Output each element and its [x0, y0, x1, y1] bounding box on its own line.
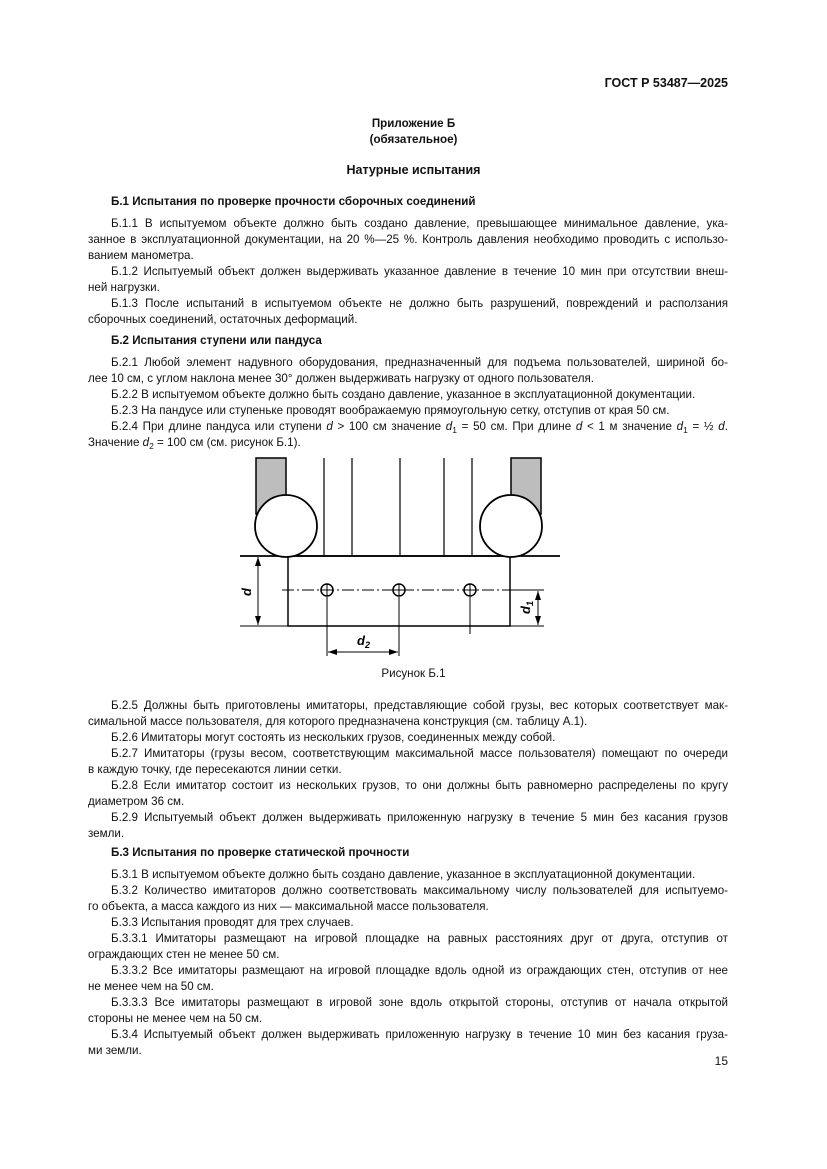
paragraph-line: занное в эксплуатационной документации, на 20 %—25 %. Контроль давления необходимо проводить с использо- — [88, 233, 728, 246]
paragraph-line: Б.3.3 Испытания проводят для трех случаев. — [111, 916, 354, 929]
paragraph-line: го объекта, а масса каждого из них — максимальной массе пользователя. — [88, 900, 489, 913]
paragraph-line: ней нагрузки. — [88, 281, 160, 294]
paragraph-line: Б.1.1 В испытуемом объекте должно быть создано давление, превышающее минимальное давление, ука- — [111, 217, 728, 230]
cylinder-right — [480, 495, 542, 557]
arrow-head — [255, 557, 261, 566]
paragraph-line: Б.2.6 Имитаторы могут состоять из нескольких грузов, соединенных между собой. — [111, 731, 556, 744]
paragraph-line: сборочных соединений, остаточных деформаций. — [88, 313, 358, 326]
paragraph-line: Б.3.1 В испытуемом объекте должно быть создано давление, указанное в эксплуатационной документации. — [111, 868, 696, 881]
paragraph-line: Б.2.3 На пандусе или ступеньке проводят воображаемую прямоугольную сетку, отступив от края 50 см. — [111, 404, 670, 417]
arrow-head — [255, 616, 261, 625]
paragraph-line: Б.2.8 Если имитатор состоит из нескольких грузов, то они должны быть равномерно распределены по кругу — [111, 779, 728, 792]
arrow-head — [535, 591, 541, 600]
arrow-head — [328, 649, 337, 655]
paragraph-line: Б.2.7 Имитаторы (грузы весом, соответствующим максимальной массе пользователя) помещают по очереди — [111, 747, 728, 760]
document-number: ГОСТ Р 53487—2025 — [604, 76, 728, 90]
paragraph-line: ограждающих стен не менее 50 см. — [88, 948, 280, 961]
paragraph-b224-line1: Б.2.4 При длине пандуса или ступени d > 100 см значение $d_1 = 50$ см. При длине d < 1 м значение $d_1$ = ½ d. — [111, 420, 728, 435]
paragraph-line: Б.2.1 Любой элемент надувного оборудования, предназначенный для подъема пользователей, шириной бо- — [111, 356, 728, 369]
figure-caption: Рисунок Б.1 — [381, 667, 446, 680]
paragraph-line: лее 10 см, с углом наклона менее 30° должен выдерживать нагрузку от одного пользователя. — [88, 372, 594, 385]
label-d: d — [239, 588, 254, 596]
paragraph-line: Б.1.3 После испытаний в испытуемом объекте не должно быть разрушений, повреждений и расползания — [111, 297, 728, 310]
appendix-status: (обязательное) — [369, 133, 458, 146]
cylinder-left — [255, 495, 317, 557]
paragraph-line: Б.3.3.2 Все имитаторы размещают на игровой площадке вдоль одной из ограждающих стен, отступив от нее — [111, 964, 728, 977]
page-number: 15 — [714, 1054, 728, 1068]
paragraph-line: Б.3.4 Испытуемый объект должен выдерживать приложенную нагрузку в течение 10 мин без касания груза- — [111, 1028, 728, 1041]
paragraph-line: стороны не менее чем на 50 см. — [88, 1012, 263, 1025]
paragraph-line: симальной массе пользователя, для которого предназначена конструкция (см. таблицу А.1). — [88, 715, 588, 728]
arrow-head — [535, 616, 541, 625]
paragraph-b224-line2: Значение $d_2 = 100$ см (см. рисунок Б.1). — [88, 436, 301, 451]
paragraph-line: Б.2.5 Должны быть приготовлены имитаторы, представляющие собой грузы, вес которых соответствует мак- — [111, 699, 728, 712]
arrow-head — [389, 649, 398, 655]
label-d1: $d_1$ — [518, 601, 535, 614]
label-d2: $d_2$ — [357, 633, 370, 650]
paragraph-line: земли. — [88, 827, 125, 840]
paragraph-line: Б.3.2 Количество имитаторов должно соответствовать максимальному числу пользователей для испытуемо- — [111, 884, 728, 897]
paragraph-line: Б.1.2 Испытуемый объект должен выдерживать указанное давление в течение 10 мин при отсутствии внеш- — [111, 265, 728, 278]
paragraph-line: Б.2.2 В испытуемом объекте должно быть создано давление, указанное в эксплуатационной документации. — [111, 388, 696, 401]
section-heading-b2: Б.2 Испытания ступени или пандуса — [111, 334, 322, 347]
paragraph-line: в каждую точку, где пересекаются линии сетки. — [88, 763, 342, 776]
appendix-title: Приложение Б — [371, 117, 456, 130]
paragraph-line: Б.3.3.3 Все имитаторы размещают в игровой зоне вдоль открытой стороны, отступив от начала открытой — [111, 996, 728, 1009]
paragraph-line: диаметром 36 см. — [88, 795, 185, 808]
paragraph-line: не менее чем на 50 см. — [88, 980, 214, 993]
paragraph-line: ванием манометра. — [88, 249, 194, 262]
paragraph-line: ми земли. — [88, 1044, 142, 1057]
paragraph-line: Б.2.9 Испытуемый объект должен выдерживать приложенную нагрузку в течение 5 мин без касания грузов — [111, 811, 728, 824]
paragraph-line: Б.3.3.1 Имитаторы размещают на игровой площадке на равных расстояниях друг от друга, отступив от — [111, 932, 728, 945]
section-heading-b3: Б.3 Испытания по проверке статической прочности — [111, 846, 410, 859]
appendix-subject: Натурные испытания — [346, 163, 481, 177]
section-heading-b1: Б.1 Испытания по проверке прочности сборочных соединений — [111, 195, 476, 208]
